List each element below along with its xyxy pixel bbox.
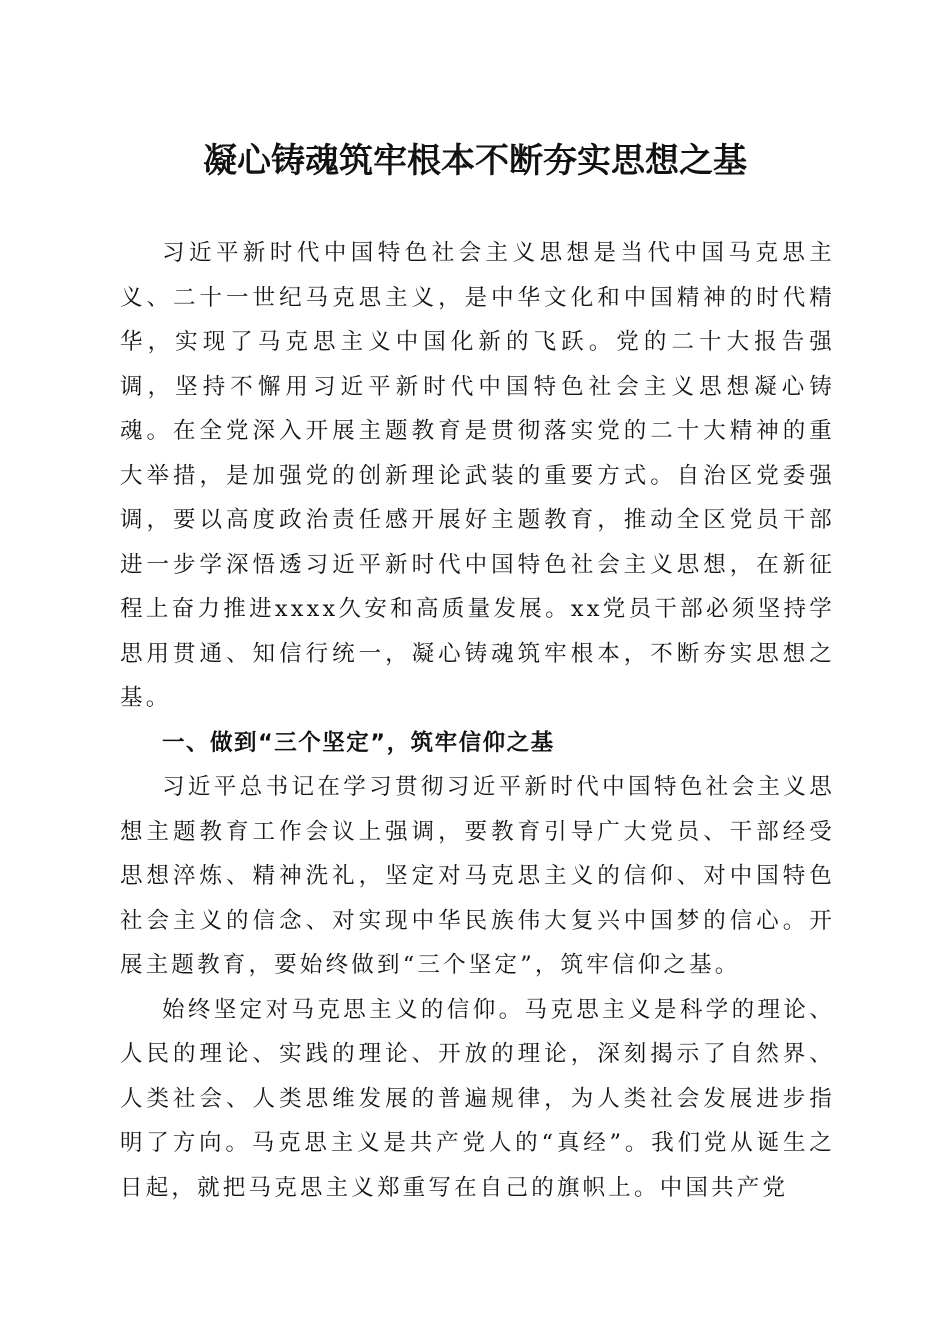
document-title: 凝心铸魂筑牢根本不断夯实思想之基 <box>203 141 747 181</box>
document-body <box>120 231 835 1210</box>
intro-paragraph: 习近平新时代中国特色社会主义思想是当代中国马克思主义、二十一世纪马克思主义，是中华文化和中国精神的时代精华，实现了马克思主义中国化新的飞跃。党的二十大报告强调，坚持不懈用习近平新时代中国特色社会主义思想凝心铸魂。在全党深入开展主题教育是贯彻落实党的二十大精神的重大举措，是加强党的创新理论武装的重要方式。自治区党委强调，要以高度政治责任感开展好主题教育，推动全区党员干部进一步学深悟透习近平新时代中国特色社会主义思想，在新征程上奋力推进xxxx久安和高质量发展。xx党员干部必须坚持学思用贯通、知信行统一，凝心铸魂筑牢根本，不断夯实思想之基。 <box>120 240 835 711</box>
section-heading-1: 一、做到“三个坚定”，筑牢信仰之基 <box>162 729 555 756</box>
section-1-paragraph-1: 习近平总书记在学习贯彻习近平新时代中国特色社会主义思想主题教育工作会议上强调，要教育引导广大党员、干部经受思想淬炼、精神洗礼，坚定对马克思主义的信仰、对中国特色社会主义的信念、对实现中华民族伟大复兴中国梦的信心。开展主题教育，要始终做到“三个坚定”，筑牢信仰之基。 <box>120 774 835 978</box>
section-1-paragraph-2: 始终坚定对马克思主义的信仰。马克思主义是科学的理论、人民的理论、实践的理论、开放的理论，深刻揭示了自然界、人类社会、人类思维发展的普遍规律，为人类社会发展进步指明了方向。马克思主义是共产党人的“真经”。我们党从诞生之日起，就把马克思主义郑重写在自己的旗帜上。中国共产党 <box>120 996 835 1201</box>
